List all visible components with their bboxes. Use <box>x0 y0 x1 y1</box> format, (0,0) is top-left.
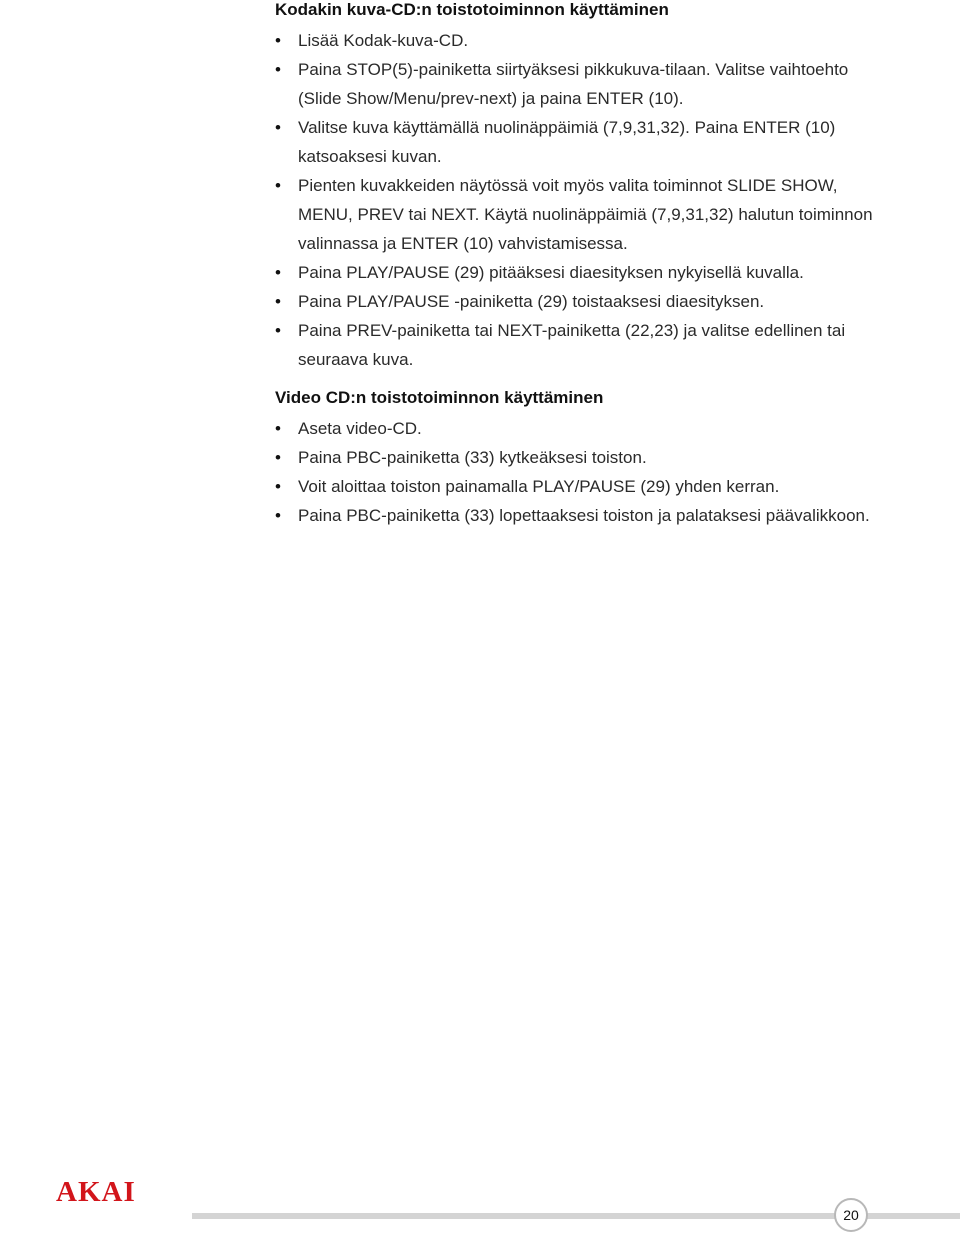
section-heading: Kodakin kuva-CD:n toistotoiminnon käyttäminen <box>275 0 669 19</box>
list-item: • Paina PBC-painiketta (33) kytkeäksesi toiston. <box>275 443 895 472</box>
list-item: • Paina PREV-painiketta tai NEXT-painiketta (22,23) ja valitse edellinen tai seuraava kuva. <box>275 316 895 374</box>
section-kodak-cd <box>275 0 895 374</box>
list-item: • Paina STOP(5)-painiketta siirtyäksesi pikkukuva-tilaan. Valitse vaihtoehto (Slide Show/Menu/prev-next) ja paina ENTER (10). <box>275 55 895 113</box>
list-item: • Valitse kuva käyttämällä nuolinäppäimiä (7,9,31,32). Paina ENTER (10) katsoaksesi kuvan. <box>275 113 895 171</box>
section-video-cd <box>275 388 895 530</box>
list-item: • Voit aloittaa toiston painamalla PLAY/PAUSE (29) yhden kerran. <box>275 472 895 501</box>
list-item: • Lisää Kodak-kuva-CD. <box>275 26 895 55</box>
bullet-list <box>275 414 895 530</box>
page-number: 20 <box>834 1198 868 1232</box>
akai-logo: AKAI <box>56 1176 136 1208</box>
list-item: • Pienten kuvakkeiden näytössä voit myös valita toiminnot SLIDE SHOW, MENU, PREV tai NEXT. Käytä nuolinäppäimiä (7,9,31,32) halutun toiminnon valinnassa ja ENTER (10) vahvistamisessa. <box>275 171 895 258</box>
list-item: • Paina PLAY/PAUSE -painiketta (29) toistaaksesi diaesityksen. <box>275 287 895 316</box>
list-item: • Paina PLAY/PAUSE (29) pitääksesi diaesityksen nykyisellä kuvalla. <box>275 258 895 287</box>
list-item: • Aseta video-CD. <box>275 414 895 443</box>
section-heading: Video CD:n toistotoiminnon käyttäminen <box>275 388 604 407</box>
list-item: • Paina PBC-painiketta (33) lopettaaksesi toiston ja palataksesi päävalikkoon. <box>275 501 895 530</box>
bullet-list <box>275 26 895 374</box>
